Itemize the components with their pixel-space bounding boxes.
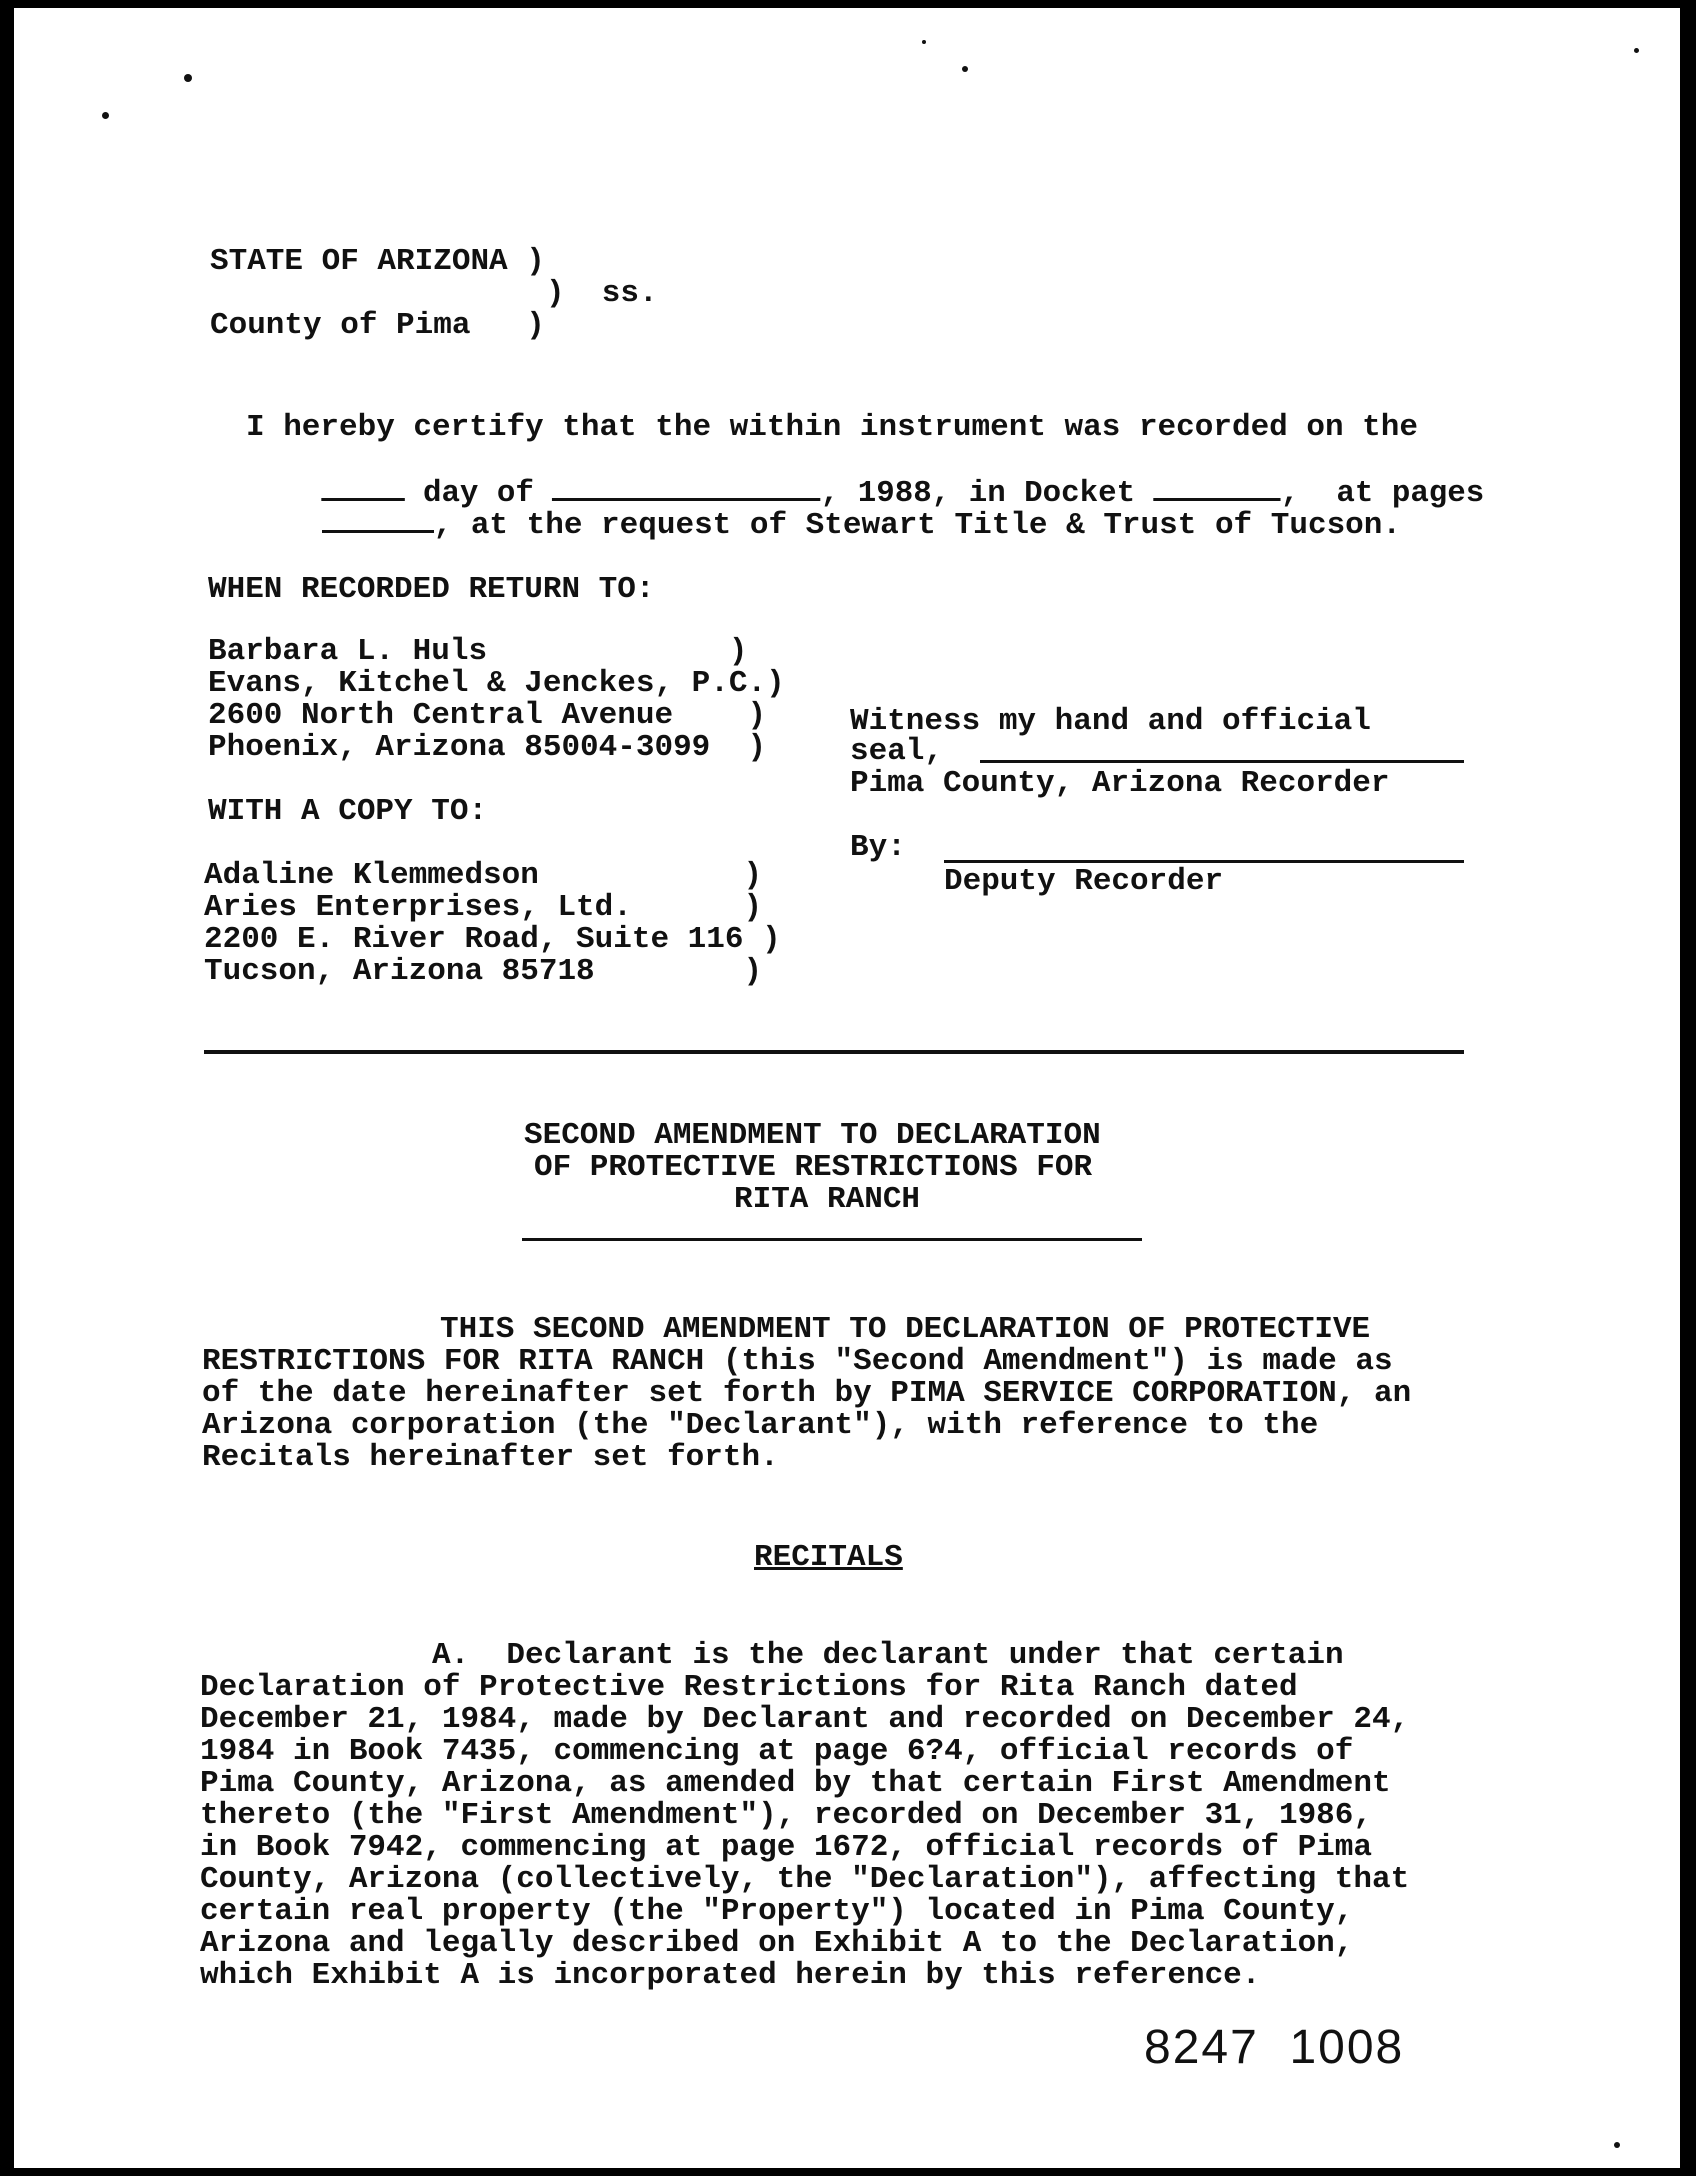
scan-speck [1614, 2142, 1620, 2148]
deputy-recorder: Deputy Recorder [944, 864, 1224, 899]
copy-to-line: 2200 E. River Road, Suite 116 ) [204, 922, 781, 957]
recording-stamp-number: 8247 1008 [1144, 2021, 1405, 2074]
recital-line: which Exhibit A is incorporated herein by this reference. [200, 1958, 1261, 1993]
witness-line-2: seal, [850, 734, 944, 769]
intro-line: Arizona corporation (the "Declarant"), with reference to the [202, 1408, 1319, 1443]
scan-speck [184, 74, 192, 82]
scan-speck [922, 40, 926, 44]
copy-to-heading: WITH A COPY TO: [208, 794, 488, 829]
recital-line: Declaration of Protective Restrictions for Rita Ranch dated [200, 1670, 1298, 1705]
caption-ss: ) ss. [546, 276, 658, 311]
return-to-line: Phoenix, Arizona 85004-3099 ) [208, 730, 767, 765]
intro-line: RESTRICTIONS FOR RITA RANCH (this "Second Amendment") is made as [202, 1344, 1393, 1379]
recital-line: in Book 7942, commencing at page 1672, official records of Pima [200, 1830, 1372, 1865]
witness-line-1: Witness my hand and official [850, 704, 1371, 739]
scan-speck [1634, 48, 1639, 53]
document-title-line-2: OF PROTECTIVE RESTRICTIONS FOR [534, 1150, 1093, 1185]
return-to-heading: WHEN RECORDED RETURN TO: [208, 572, 655, 607]
document-title-line-1: SECOND AMENDMENT TO DECLARATION [524, 1118, 1101, 1153]
recital-line: thereto (the "First Amendment"), recorded on December 31, 1986, [200, 1798, 1372, 1833]
document-title-line-3: RITA RANCH [734, 1182, 921, 1217]
seal-signature-line [980, 760, 1464, 763]
intro-line: Recitals hereinafter set forth. [202, 1440, 779, 1475]
title-underline [522, 1238, 1142, 1241]
blank-pages [322, 508, 434, 533]
recital-line: Pima County, Arizona, as amended by that certain First Amendment [200, 1766, 1391, 1801]
witness-line-3: Pima County, Arizona Recorder [850, 766, 1390, 801]
certification-line-1: I hereby certify that the within instrument was recorded on the [246, 410, 1418, 445]
return-to-line: 2600 North Central Avenue ) [208, 698, 767, 733]
recital-line: County, Arizona (collectively, the "Declaration"), affecting that [200, 1862, 1410, 1897]
intro-line: THIS SECOND AMENDMENT TO DECLARATION OF PROTECTIVE [440, 1312, 1371, 1347]
copy-to-line: Aries Enterprises, Ltd. ) [204, 890, 763, 925]
intro-line: of the date hereinafter set forth by PIMA SERVICE CORPORATION, an [202, 1376, 1412, 1411]
deputy-signature-line [944, 860, 1464, 863]
certification-year-docket: , 1988, in Docket [820, 476, 1136, 511]
copy-to-line: Adaline Klemmedson ) [204, 858, 763, 893]
certification-at-pages: , at pages [1280, 476, 1485, 511]
recital-line: December 21, 1984, made by Declarant and recorded on December 24, [200, 1702, 1410, 1737]
recital-line: 1984 in Book 7435, commencing at page 6?4, official records of [200, 1734, 1354, 1769]
certification-day-of: day of [422, 476, 534, 511]
recital-line: certain real property (the "Property") located in Pima County, [200, 1894, 1354, 1929]
recital-line: A. Declarant is the declarant under that certain [432, 1638, 1344, 1673]
scan-speck [102, 112, 109, 119]
copy-to-line: Tucson, Arizona 85718 ) [204, 954, 763, 989]
section-divider [204, 1050, 1464, 1054]
return-to-line: Barbara L. Huls ) [208, 634, 748, 669]
scan-speck [962, 66, 968, 72]
certification-request: , at the request of Stewart Title & Trust of Tucson. [433, 508, 1401, 543]
document-sheet [14, 8, 1680, 2168]
by-label: By: [850, 830, 906, 865]
recital-line: Arizona and legally described on Exhibit A to the Declaration, [200, 1926, 1354, 1961]
recitals-heading: RECITALS [754, 1540, 903, 1575]
caption-state: STATE OF ARIZONA ) [210, 244, 545, 279]
return-to-line: Evans, Kitchel & Jenckes, P.C.) [208, 666, 785, 701]
caption-county: County of Pima ) [210, 308, 545, 343]
certification-line-3 [210, 476, 1401, 574]
